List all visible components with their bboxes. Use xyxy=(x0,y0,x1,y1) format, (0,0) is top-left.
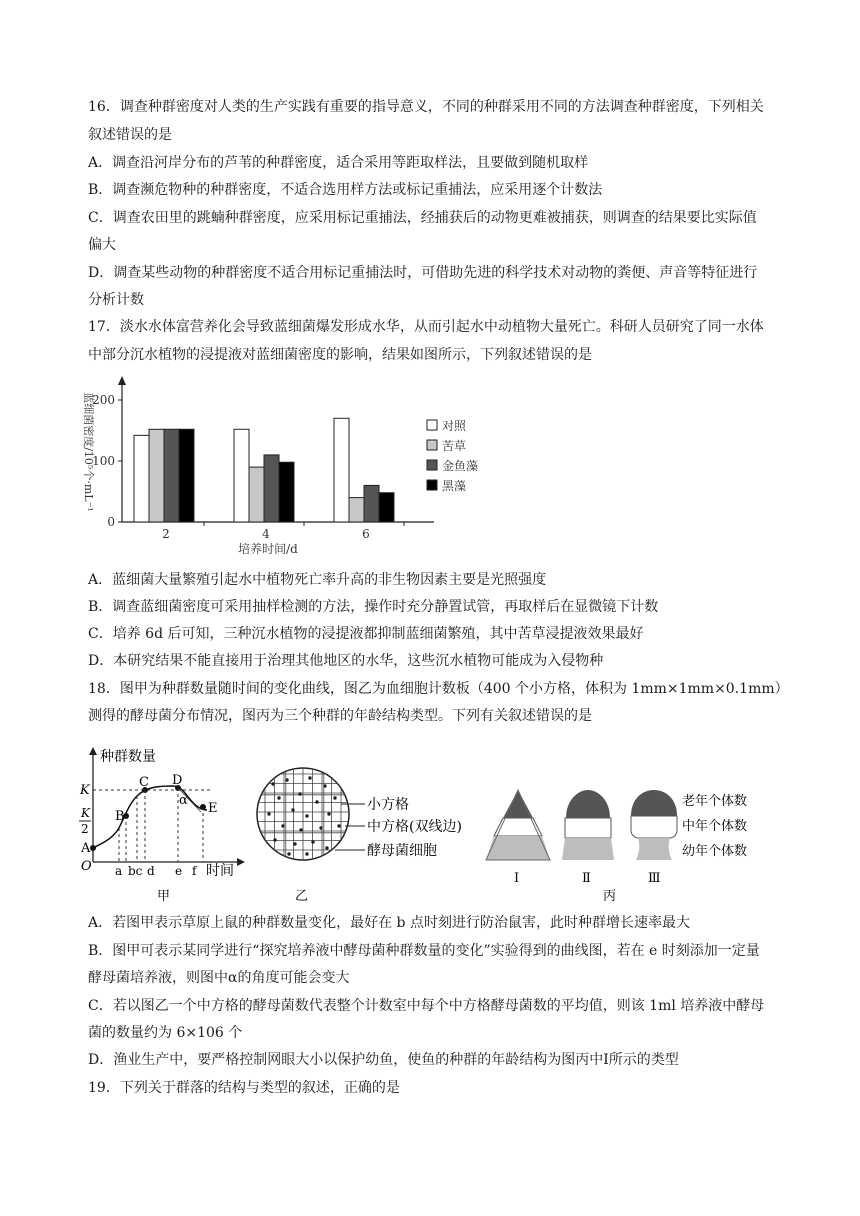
bing-legend-middle: 中年个体数 xyxy=(682,819,748,834)
bar xyxy=(234,429,249,522)
bar xyxy=(349,498,364,522)
yeast-cell xyxy=(271,782,274,785)
yeast-cell xyxy=(287,852,290,855)
jia-k-half-num: K xyxy=(81,806,90,820)
q18-option-a: A．若图甲表示草原上鼠的种群数量变化，最好在 b 点时刻进行防治鼠害，此时种群增长速率最大 xyxy=(88,915,690,931)
q17-stem-line1: 17．淡水水体富营养化会导致蓝细菌爆发形成水华，从而引起水中动植物大量死亡。科研人员研究了同一水体 xyxy=(88,319,764,335)
y-tick-label: 100 xyxy=(92,454,115,468)
q16-option-c-line2: 偏大 xyxy=(88,237,116,253)
jia-tick-bc: bc xyxy=(128,864,143,878)
yeast-cell xyxy=(305,814,308,817)
legend-label: 对照 xyxy=(442,419,467,433)
x-tick-label: 6 xyxy=(362,527,370,541)
jia-k-label: K xyxy=(80,783,90,798)
yeast-cell xyxy=(277,796,280,799)
yi-label-medium-square: 中方格(双线边) xyxy=(367,819,462,835)
bing-legend-young: 幼年个体数 xyxy=(682,844,748,859)
yi-label-small-square: 小方格 xyxy=(367,797,409,813)
yeast-cell xyxy=(308,776,311,779)
jia-x-arrow xyxy=(237,858,245,866)
yeast-cell xyxy=(323,784,326,787)
figure-bing-age-structure xyxy=(478,786,768,904)
jia-label-a: A xyxy=(81,841,91,856)
yeast-cell xyxy=(325,846,328,849)
q18-option-b-line2: 酵母菌培养液，则图中α的角度可能会变大 xyxy=(88,970,350,986)
yeast-cell xyxy=(315,800,318,803)
jia-curve xyxy=(93,786,207,848)
bing-legend-old: 老年个体数 xyxy=(682,794,748,809)
yeast-cell xyxy=(291,808,294,811)
q18-stem-line1: 18．图甲为种群数量随时间的变化曲线，图乙为血细胞计数板（400 个小方格，体积为 1mm×1mm×0.1mm） xyxy=(88,681,789,697)
bar xyxy=(379,493,394,522)
legend-label: 苦草 xyxy=(442,439,467,453)
figure-jia-population-curve xyxy=(75,742,250,902)
q17-option-a: A．蓝细菌大量繁殖引起水中植物死亡率升高的非生物因素主要是光照强度 xyxy=(88,572,547,588)
q17-option-c: C．培养 6d 后可知，三种沉水植物的浸提液都抑制蓝细菌繁殖，其中苦草浸提液效果最好 xyxy=(88,626,644,642)
yeast-cell xyxy=(285,778,288,781)
yeast-cell xyxy=(319,826,322,829)
legend-swatch xyxy=(427,460,437,470)
jia-xlabel: 时间 xyxy=(206,863,234,879)
yi-label-yeast-cell: 酵母菌细胞 xyxy=(367,843,437,859)
jia-label-c: C xyxy=(139,775,149,790)
yeast-cell xyxy=(311,840,314,843)
yeast-cell xyxy=(267,812,270,815)
bar xyxy=(249,467,264,522)
yeast-cell xyxy=(333,796,336,799)
jia-tick-d: d xyxy=(147,864,155,878)
yeast-cell xyxy=(299,828,302,831)
yeast-cell xyxy=(337,824,340,827)
jia-tick-a: a xyxy=(115,864,123,878)
bing-pyramid-3 xyxy=(631,790,677,860)
legend-swatch xyxy=(427,480,437,490)
q16-stem-line2: 叙述错误的是 xyxy=(88,127,172,143)
y-axis-label: 蓝细菌密度/10⁵个·mL⁻¹ xyxy=(82,392,95,512)
figure-yi-hemocytometer xyxy=(255,764,470,904)
q18-option-b-line1: B．图甲可表示某同学进行“探究培养液中酵母菌种群数量的变化”实验得到的曲线图，若在 e 时刻添加一定量 xyxy=(88,943,760,959)
jia-origin: O xyxy=(81,859,92,874)
bing-caption: 丙 xyxy=(603,889,617,904)
bing-roman-3: Ⅲ xyxy=(648,871,661,886)
jia-k-half-den: 2 xyxy=(81,822,89,836)
bar xyxy=(149,429,164,522)
q17-option-d: D．本研究结果不能直接用于治理其他地区的水华，这些沉水植物可能成为入侵物种 xyxy=(88,653,604,669)
yeast-cell xyxy=(293,842,296,845)
yeast-cell xyxy=(273,838,276,841)
q16-option-d-line1: D．调查某些动物的种群密度不适合用标记重捕法时，可借助先进的科学技术对动物的粪便、声音等特征进行 xyxy=(88,265,758,281)
legend-label: 黑藻 xyxy=(442,479,467,493)
yi-caption: 乙 xyxy=(295,889,309,904)
q18-option-d: D．渔业生产中，要严格控制网眼大小以保护幼鱼，使鱼的种群的年龄结构为图丙中Ⅰ所示的类型 xyxy=(88,1052,679,1068)
legend-swatch xyxy=(427,420,437,430)
jia-caption: 甲 xyxy=(157,889,171,902)
bing-pyramid-2 xyxy=(562,790,614,860)
yeast-cell xyxy=(298,792,301,795)
q18-stem-line2: 测得的酵母菌分布情况，图丙为三个种群的年龄结构类型。下列有关叙述错误的是 xyxy=(88,708,592,724)
bar xyxy=(134,435,149,522)
legend-swatch xyxy=(427,440,437,450)
jia-ylabel: 种群数量 xyxy=(100,749,156,765)
yeast-cell xyxy=(305,852,308,855)
q16-option-c-line1: C．调查农田里的跳蝻种群密度，应采用标记重捕法，经捕获后的动物更难被捕获，则调查的结果要比实际值 xyxy=(88,210,757,226)
x-axis-label: 培养时间/d xyxy=(238,542,298,556)
bar-chart xyxy=(72,372,492,562)
yeast-cell xyxy=(281,824,284,827)
q16-option-b: B．调查濒危物种的种群密度，不适合选用样方法或标记重捕法，应采用逐个计数法 xyxy=(88,182,603,198)
x-tick-label: 2 xyxy=(162,527,170,541)
bar xyxy=(264,455,279,522)
bar xyxy=(364,485,379,522)
legend-label: 金鱼藻 xyxy=(442,459,479,473)
bar xyxy=(334,418,349,522)
bing-roman-2: Ⅱ xyxy=(582,871,591,886)
jia-alpha: α xyxy=(179,793,188,808)
jia-point-a xyxy=(90,845,96,851)
jia-label-b: B xyxy=(115,809,125,824)
y-tick-label: 200 xyxy=(92,393,115,407)
jia-tick-f: f xyxy=(192,864,197,878)
q18-option-c-line2: 菌的数量约为 6×106 个 xyxy=(88,1025,243,1041)
q18-option-c-line1: C．若以图乙一个中方格的酵母菌数代表整个计数室中每个中方格酵母菌数的平均值，则该 1ml 培养液中酵母 xyxy=(88,998,765,1014)
q16-option-d-line2: 分析计数 xyxy=(88,292,144,308)
q16-option-a: A．调查沿河岸分布的芦苇的种群密度，适合采用等距取样法，且要做到随机取样 xyxy=(88,155,589,171)
bar xyxy=(164,429,179,522)
jia-label-e: E xyxy=(208,801,218,816)
y-axis-arrow xyxy=(118,376,126,385)
q17-option-b: B．调查蓝细菌密度可采用抽样检测的方法，操作时充分静置试管，再取样后在显微镜下计数 xyxy=(88,599,659,615)
jia-y-arrow xyxy=(89,747,97,755)
q17-stem-line2: 中部分沉水植物的浸提液对蓝细菌密度的影响，结果如图所示，下列叙述错误的是 xyxy=(88,347,592,363)
q16-stem-line1: 16．调查种群密度对人类的生产实践有重要的指导意义，不同的种群采用不同的方法调查种群密度，下列相关 xyxy=(88,99,764,115)
jia-tick-e: e xyxy=(175,864,183,878)
yeast-cell xyxy=(327,812,330,815)
x-tick-label: 4 xyxy=(262,527,270,541)
bing-roman-1: Ⅰ xyxy=(514,871,520,886)
jia-label-d: D xyxy=(172,773,183,788)
y-tick-label: 0 xyxy=(107,515,115,529)
q19-stem: 19．下列关于群落的结构与类型的叙述，正确的是 xyxy=(88,1080,400,1096)
bar xyxy=(179,429,194,522)
bing-pyramid-1 xyxy=(486,790,550,860)
bar xyxy=(279,462,294,522)
